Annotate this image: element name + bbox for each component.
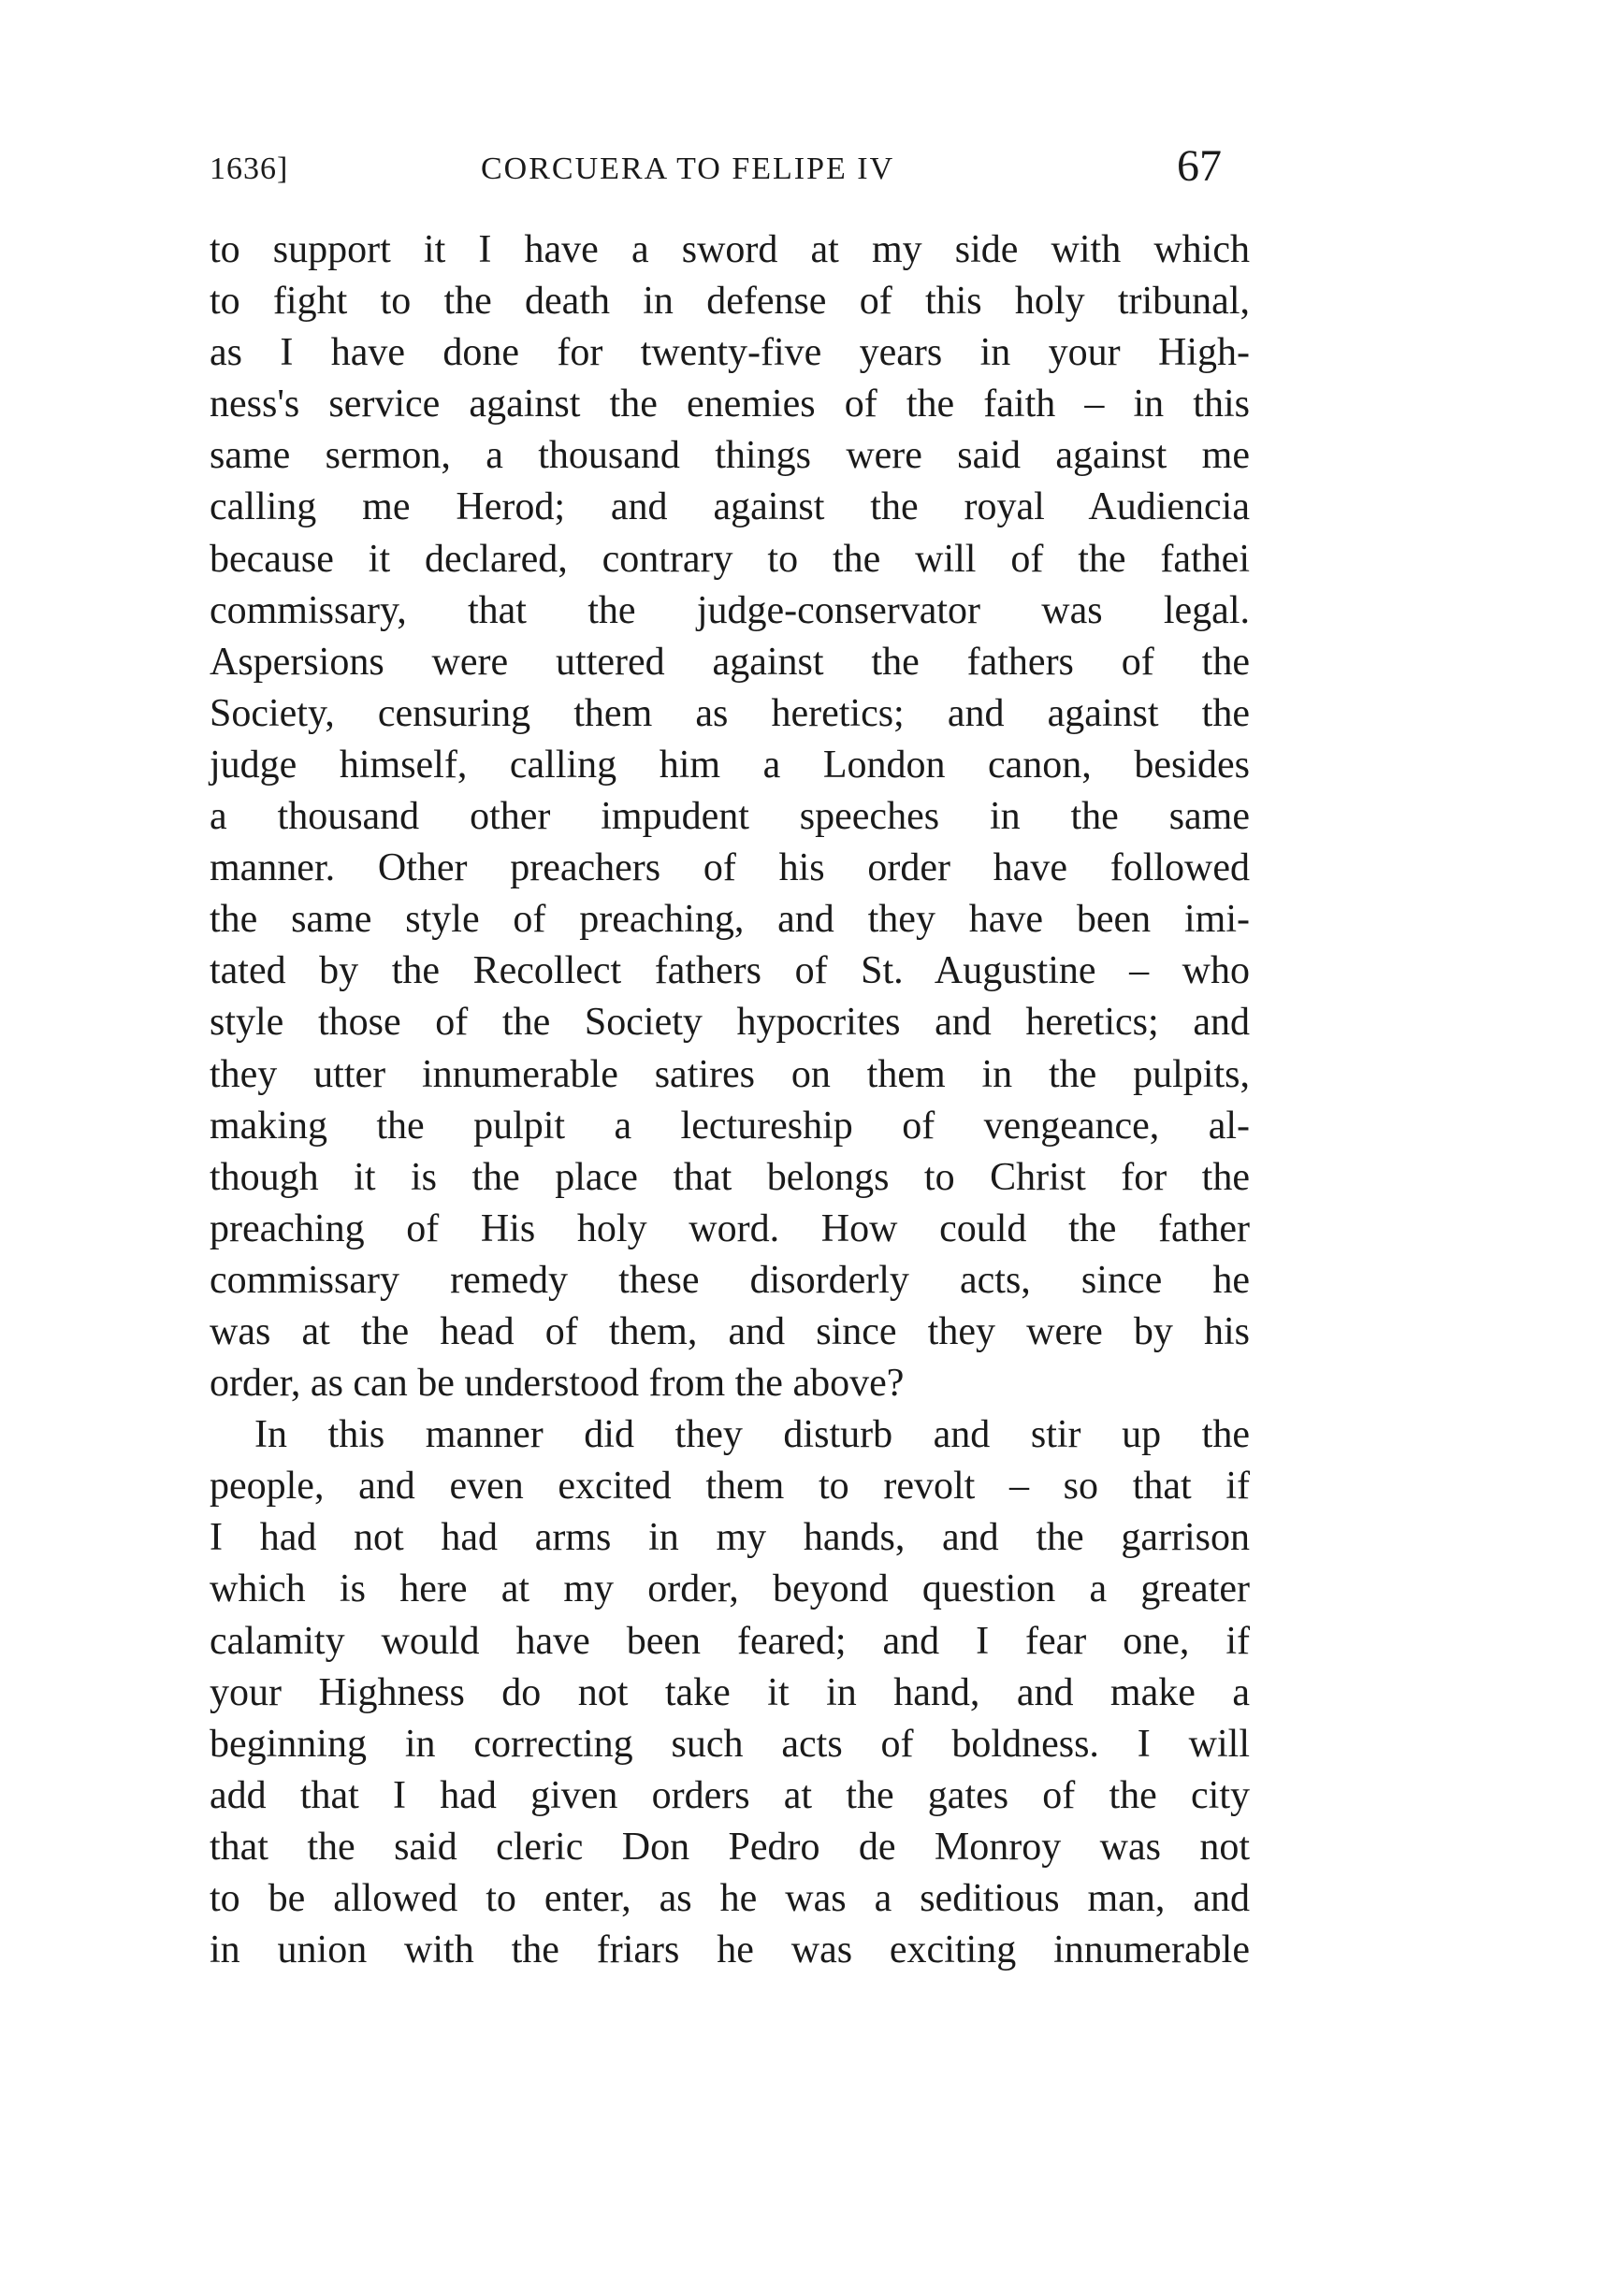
text-line: they utter innumerable satires on them in the pulpits,: [210, 1052, 1250, 1096]
paragraph-end-line: order, as can be understood from the above?: [210, 1362, 905, 1406]
text-line: same sermon, a thousand things were said against me: [210, 434, 1250, 478]
header-year: 1636]: [210, 152, 289, 186]
text-line: to support it I have a sword at my side with which: [210, 228, 1250, 271]
text-line: beginning in correcting such acts of boldness. I will: [210, 1722, 1250, 1766]
text-line: though it is the place that belongs to Christ for the: [210, 1155, 1250, 1199]
page-number: 67: [1177, 141, 1222, 191]
text-line: the same style of preaching, and they have been imi-: [210, 898, 1250, 942]
text-line: commissary, that the judge-conservator was legal.: [210, 588, 1250, 632]
text-line: add that I had given orders at the gates of the city: [210, 1773, 1250, 1817]
paragraph-start-line: In this manner did they disturb and stir up the: [254, 1413, 1250, 1457]
text-line: which is here at my order, beyond question a greater: [210, 1567, 1250, 1611]
text-line: judge himself, calling him a London canon, besides: [210, 743, 1250, 787]
text-line: style those of the Society hypocrites and heretics; and: [210, 1001, 1250, 1045]
text-line: to fight to the death in defense of this holy tribunal,: [210, 280, 1250, 324]
text-line: tated by the Recollect fathers of St. Augustine – who: [210, 949, 1250, 993]
text-line: ness's service against the enemies of the faith – in this: [210, 383, 1250, 426]
text-line: calamity would have been feared; and I fear one, if: [210, 1619, 1250, 1663]
text-line: Aspersions were uttered against the fathers of the: [210, 640, 1250, 684]
running-head: [210, 140, 1250, 206]
body-text: [210, 224, 1250, 1976]
text-line: was at the head of them, and since they were by his: [210, 1309, 1250, 1353]
text-line: to be allowed to enter, as he was a seditious man, and: [210, 1877, 1250, 1920]
text-line: a thousand other impudent speeches in the same: [210, 795, 1250, 839]
text-line: making the pulpit a lectureship of vengeance, al-: [210, 1104, 1250, 1148]
text-line: your Highness do not take it in hand, and make a: [210, 1670, 1250, 1714]
text-line: preaching of His holy word. How could the father: [210, 1206, 1250, 1250]
text-line: because it declared, contrary to the will of the fathei: [210, 537, 1250, 581]
text-line: Society, censuring them as heretics; and against the: [210, 691, 1250, 735]
text-line: as I have done for twenty-five years in your High-: [210, 331, 1250, 375]
text-line: people, and even excited them to revolt – so that if: [210, 1465, 1250, 1509]
header-title: CORCUERA TO FELIPE IV: [481, 152, 895, 186]
text-line: I had not had arms in my hands, and the garrison: [210, 1516, 1250, 1560]
text-line: that the said cleric Don Pedro de Monroy was not: [210, 1825, 1250, 1869]
text-line: in union with the friars he was exciting innumerable: [210, 1928, 1250, 1972]
text-line: calling me Herod; and against the royal Audiencia: [210, 485, 1250, 529]
text-line: commissary remedy these disorderly acts, since he: [210, 1258, 1250, 1302]
text-line: manner. Other preachers of his order have followed: [210, 846, 1250, 890]
